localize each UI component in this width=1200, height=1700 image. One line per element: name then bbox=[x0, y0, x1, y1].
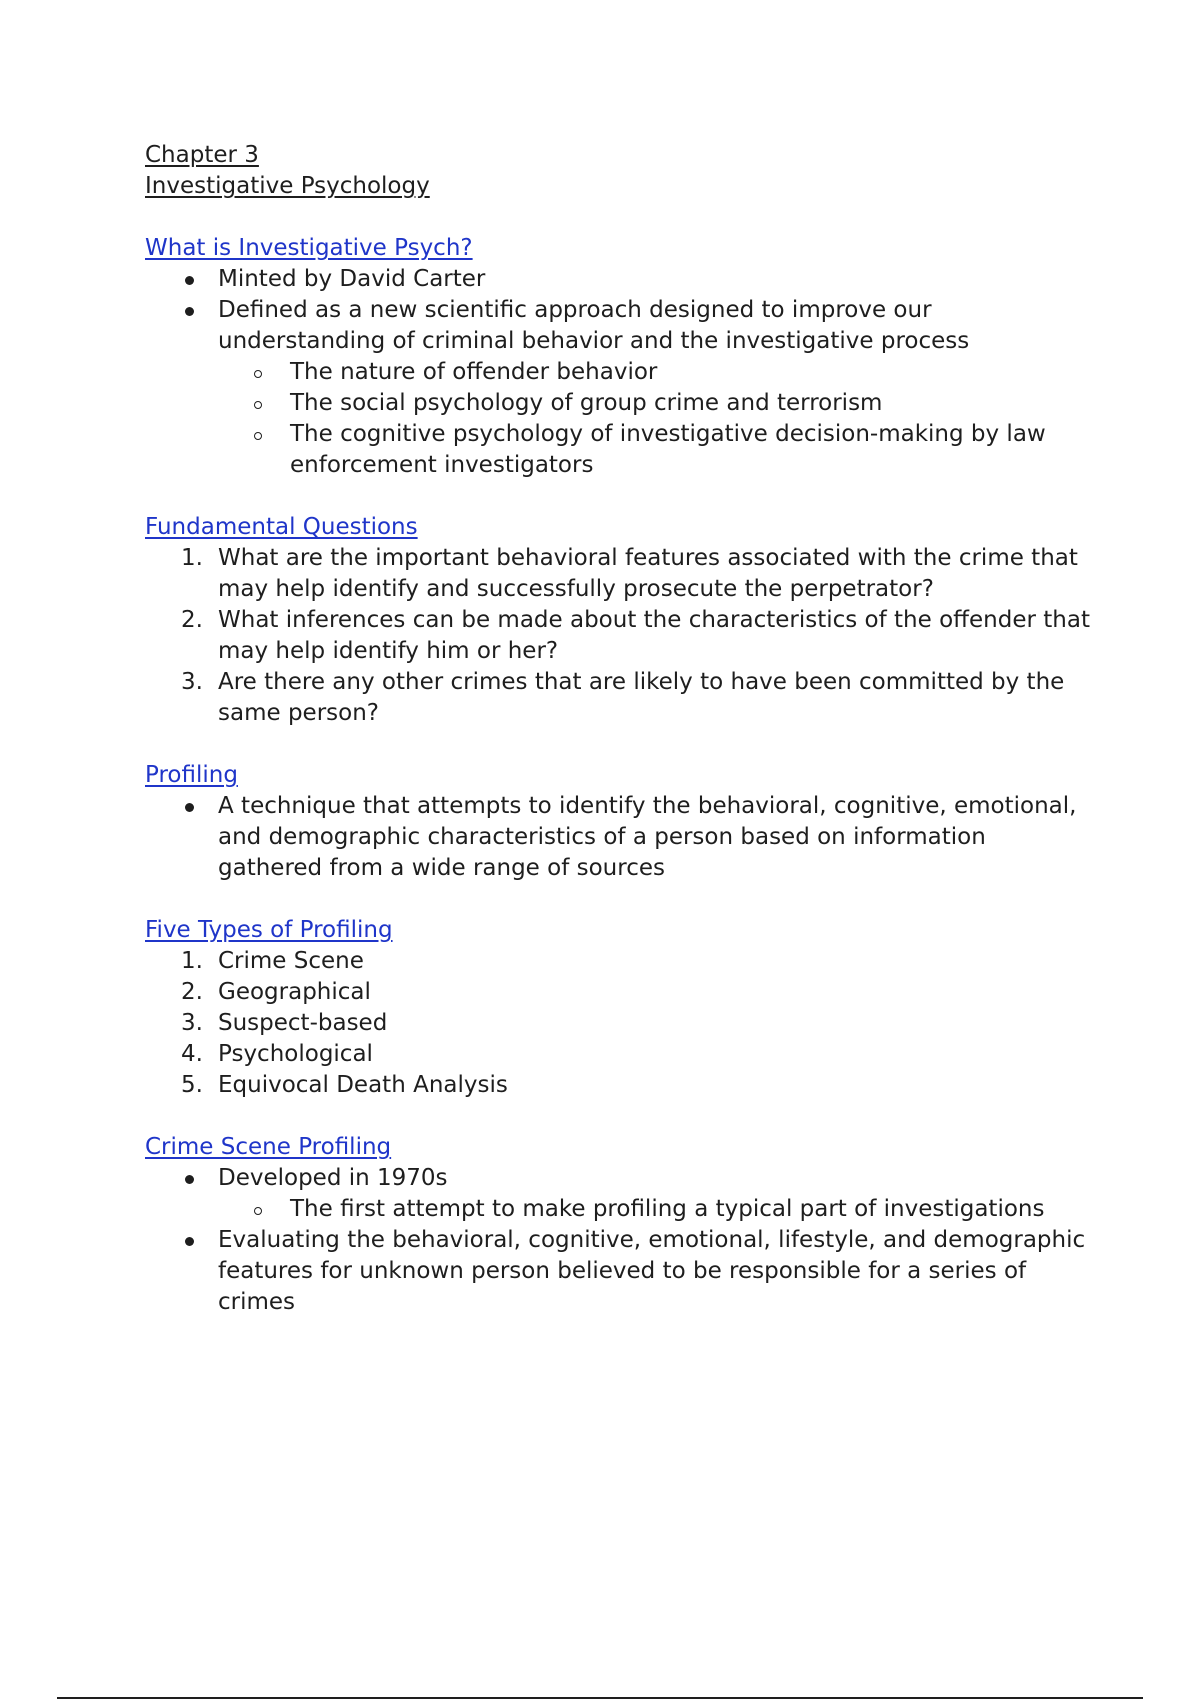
list-item-text: Minted by David Carter bbox=[218, 266, 486, 292]
list-number: 2. bbox=[181, 607, 203, 633]
heading-fundamental-link[interactable]: Fundamental Questions bbox=[145, 514, 418, 540]
list-item-text: Suspect-based bbox=[218, 1010, 388, 1036]
crime-scene-list bbox=[145, 1163, 1095, 1194]
section-profiling bbox=[145, 760, 1095, 884]
crime-scene-sublist bbox=[218, 1194, 1095, 1225]
list-number: 1. bbox=[181, 545, 203, 571]
list-number: 3. bbox=[181, 1010, 203, 1036]
list-item-text: What inferences can be made about the characteristics of the offender that may help identify him or her? bbox=[218, 607, 1090, 664]
list-item-text: The cognitive psychology of investigative decision-making by law enforcement investigators bbox=[290, 421, 1046, 478]
sub-list-item bbox=[218, 419, 1095, 481]
list-item-text: Developed in 1970s bbox=[218, 1165, 448, 1191]
sub-list-item bbox=[218, 1194, 1095, 1225]
page-bottom-rule bbox=[57, 1697, 1143, 1699]
list-item bbox=[145, 946, 1095, 977]
list-item-text: Geographical bbox=[218, 979, 371, 1005]
list-number: 5. bbox=[181, 1072, 203, 1098]
list-item-text: What are the important behavioral features associated with the crime that may help identify and successfully prosecute the perpetrator? bbox=[218, 545, 1078, 602]
list-item-text: Defined as a new scientific approach designed to improve our understanding of criminal behavior and the investigative process bbox=[218, 297, 970, 354]
list-number: 2. bbox=[181, 979, 203, 1005]
what-is-sublist bbox=[218, 357, 1095, 481]
chapter-title: Chapter 3 bbox=[145, 142, 259, 168]
list-item bbox=[145, 1070, 1095, 1101]
profiling-list bbox=[145, 791, 1095, 884]
list-item bbox=[145, 977, 1095, 1008]
section-what-is bbox=[145, 233, 1095, 481]
list-item-text: The first attempt to make profiling a typical part of investigations bbox=[290, 1196, 1045, 1222]
list-item bbox=[145, 1008, 1095, 1039]
list-number: 4. bbox=[181, 1041, 203, 1067]
list-item bbox=[145, 1039, 1095, 1070]
subject-title: Investigative Psychology bbox=[145, 173, 430, 199]
list-number: 3. bbox=[181, 669, 203, 695]
list-item bbox=[145, 1225, 1095, 1318]
list-item-text: The nature of offender behavior bbox=[290, 359, 658, 385]
document-body bbox=[145, 140, 1095, 1318]
five-types-list bbox=[145, 946, 1095, 1101]
heading-crime-scene-link[interactable]: Crime Scene Profiling bbox=[145, 1134, 392, 1160]
list-item-text: Equivocal Death Analysis bbox=[218, 1072, 508, 1098]
list-item bbox=[145, 543, 1095, 605]
sub-list-item bbox=[218, 388, 1095, 419]
heading-profiling-link[interactable]: Profiling bbox=[145, 762, 238, 788]
list-item-text: Are there any other crimes that are likely to have been committed by the same person? bbox=[218, 669, 1065, 726]
list-item-text: The social psychology of group crime and terrorism bbox=[290, 390, 883, 416]
list-item bbox=[145, 605, 1095, 667]
heading-what-is-link[interactable]: What is Investigative Psych? bbox=[145, 235, 473, 261]
section-fundamental-questions bbox=[145, 512, 1095, 729]
list-item-text: Evaluating the behavioral, cognitive, emotional, lifestyle, and demographic features for unknown person believed to be responsible for a series of crimes bbox=[218, 1227, 1086, 1315]
list-item-text: Psychological bbox=[218, 1041, 373, 1067]
list-item-text: A technique that attempts to identify the behavioral, cognitive, emotional, and demographic characteristics of a person based on information gathered from a wide range of sources bbox=[218, 793, 1077, 881]
list-item bbox=[145, 791, 1095, 884]
list-item bbox=[145, 264, 1095, 295]
heading-five-types-link[interactable]: Five Types of Profiling bbox=[145, 917, 393, 943]
list-item bbox=[145, 1163, 1095, 1194]
list-item-text: Crime Scene bbox=[218, 948, 364, 974]
section-five-types bbox=[145, 915, 1095, 1101]
fundamental-list bbox=[145, 543, 1095, 729]
list-item bbox=[145, 295, 1095, 357]
crime-scene-list-2 bbox=[145, 1225, 1095, 1318]
list-item bbox=[145, 667, 1095, 729]
list-number: 1. bbox=[181, 948, 203, 974]
section-crime-scene bbox=[145, 1132, 1095, 1318]
what-is-list bbox=[145, 264, 1095, 357]
sub-list-item bbox=[218, 357, 1095, 388]
